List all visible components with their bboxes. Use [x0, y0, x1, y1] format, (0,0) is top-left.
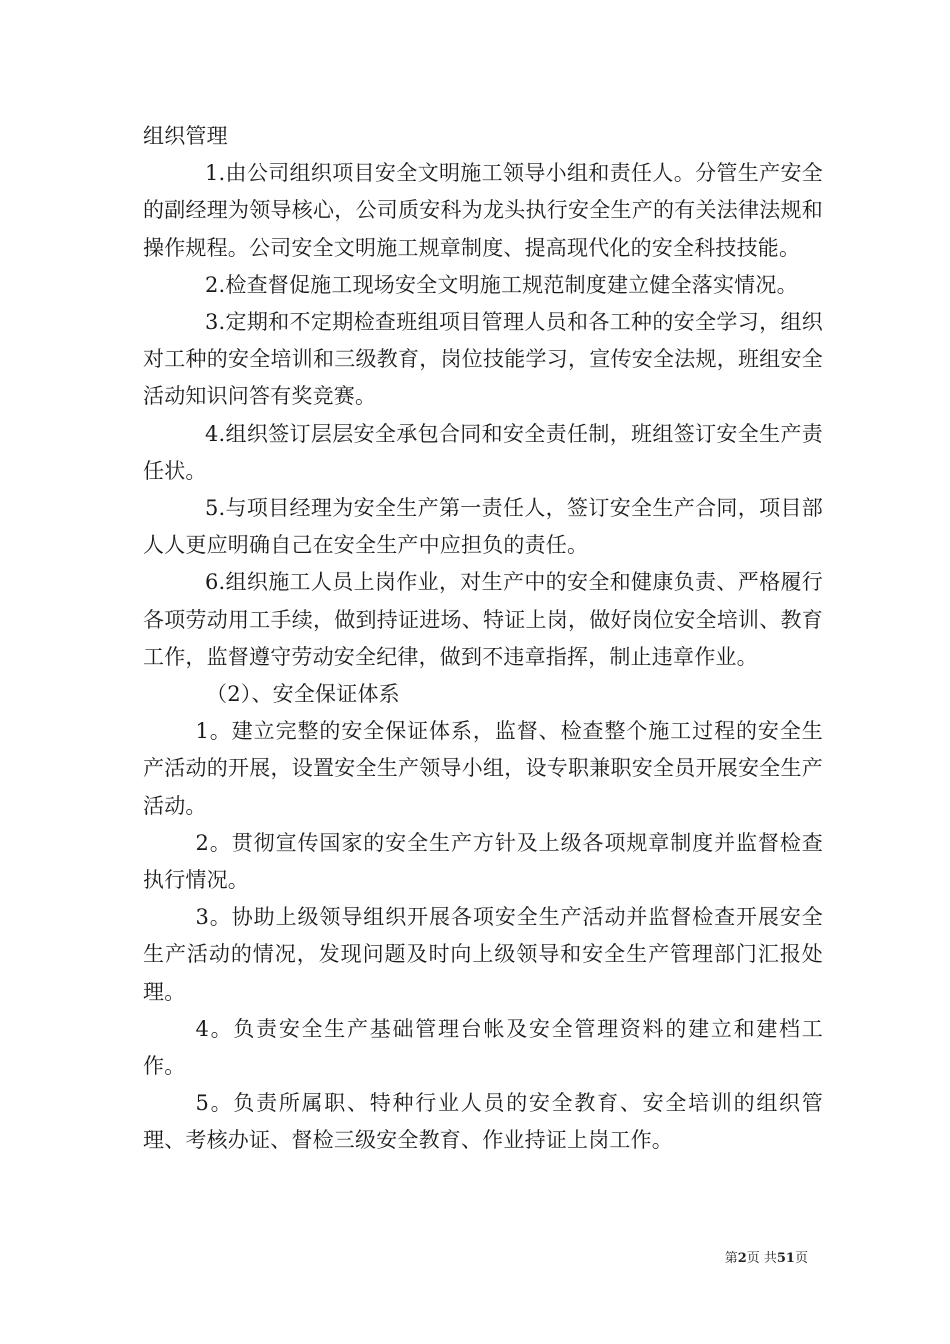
- section-heading: 组织管理: [143, 124, 228, 148]
- document-body: [143, 118, 823, 1160]
- paragraph-8: 2。贯彻宣传国家的安全生产方针及上级各项规章制度并监督检查执行情况。: [143, 830, 823, 893]
- page-footer: [0, 1247, 808, 1266]
- paragraph-2: 2.检查督促施工现场安全文明施工规范制度建立健全落实情况。: [204, 272, 798, 297]
- subsection-heading: （2）、安全保证体系: [206, 682, 400, 707]
- paragraph-10: 4。负责安全生产基础管理台帐及安全管理资料的建立和建档工作。: [143, 1016, 823, 1079]
- paragraph-5: 5.与项目经理为安全生产第一责任人，签订安全生产合同，项目部人人更应明确自己在安全生产中应担负的责任。: [143, 496, 823, 558]
- total-page-count: 51: [776, 1251, 795, 1266]
- footer-middle: 页 共: [746, 1251, 777, 1266]
- paragraph-7: 1。建立完整的安全保证体系，监督、检查整个施工过程的安全生产活动的开展，设置安全生产领导小组，设专职兼职安全员开展安全生产活动。: [143, 719, 823, 818]
- current-page-number: 2: [737, 1251, 747, 1266]
- paragraph-11: 5。负责所属职、特种行业人员的安全教育、安全培训的组织管理、考核办证、督检三级安全教育、作业持证上岗工作。: [143, 1091, 823, 1153]
- paragraph-4: 4.组织签订层层安全承包合同和安全责任制，班组签订安全生产责任状。: [143, 421, 823, 483]
- paragraph-3: 3.定期和不定期检查班组项目管理人员和各工种的安全学习，组织对工种的安全培训和三级教育，岗位技能学习，宣传安全法规，班组安全活动知识问答有奖竞赛。: [143, 310, 823, 409]
- paragraph-9: 3。协助上级领导组织开展各项安全生产活动并监督检查开展安全生产活动的情况，发现问题及时向上级领导和安全生产管理部门汇报处理。: [143, 905, 823, 1004]
- paragraph-6: 6.组织施工人员上岗作业，对生产中的安全和健康负责、严格履行各项劳动用工手续，做到持证进场、特证上岗，做好岗位安全培训、教育工作，监督遵守劳动安全纪律，做到不违章指挥，制止违章作业。: [143, 570, 823, 669]
- footer-prefix: 第: [724, 1251, 738, 1266]
- footer-suffix: 页: [794, 1251, 808, 1266]
- paragraph-1: 1.由公司组织项目安全文明施工领导小组和责任人。分管生产安全的副经理为领导核心，公司质安科为龙头执行安全生产的有关法律法规和操作规程。公司安全文明施工规章制度、提高现代化的安全科技技能。: [143, 161, 823, 260]
